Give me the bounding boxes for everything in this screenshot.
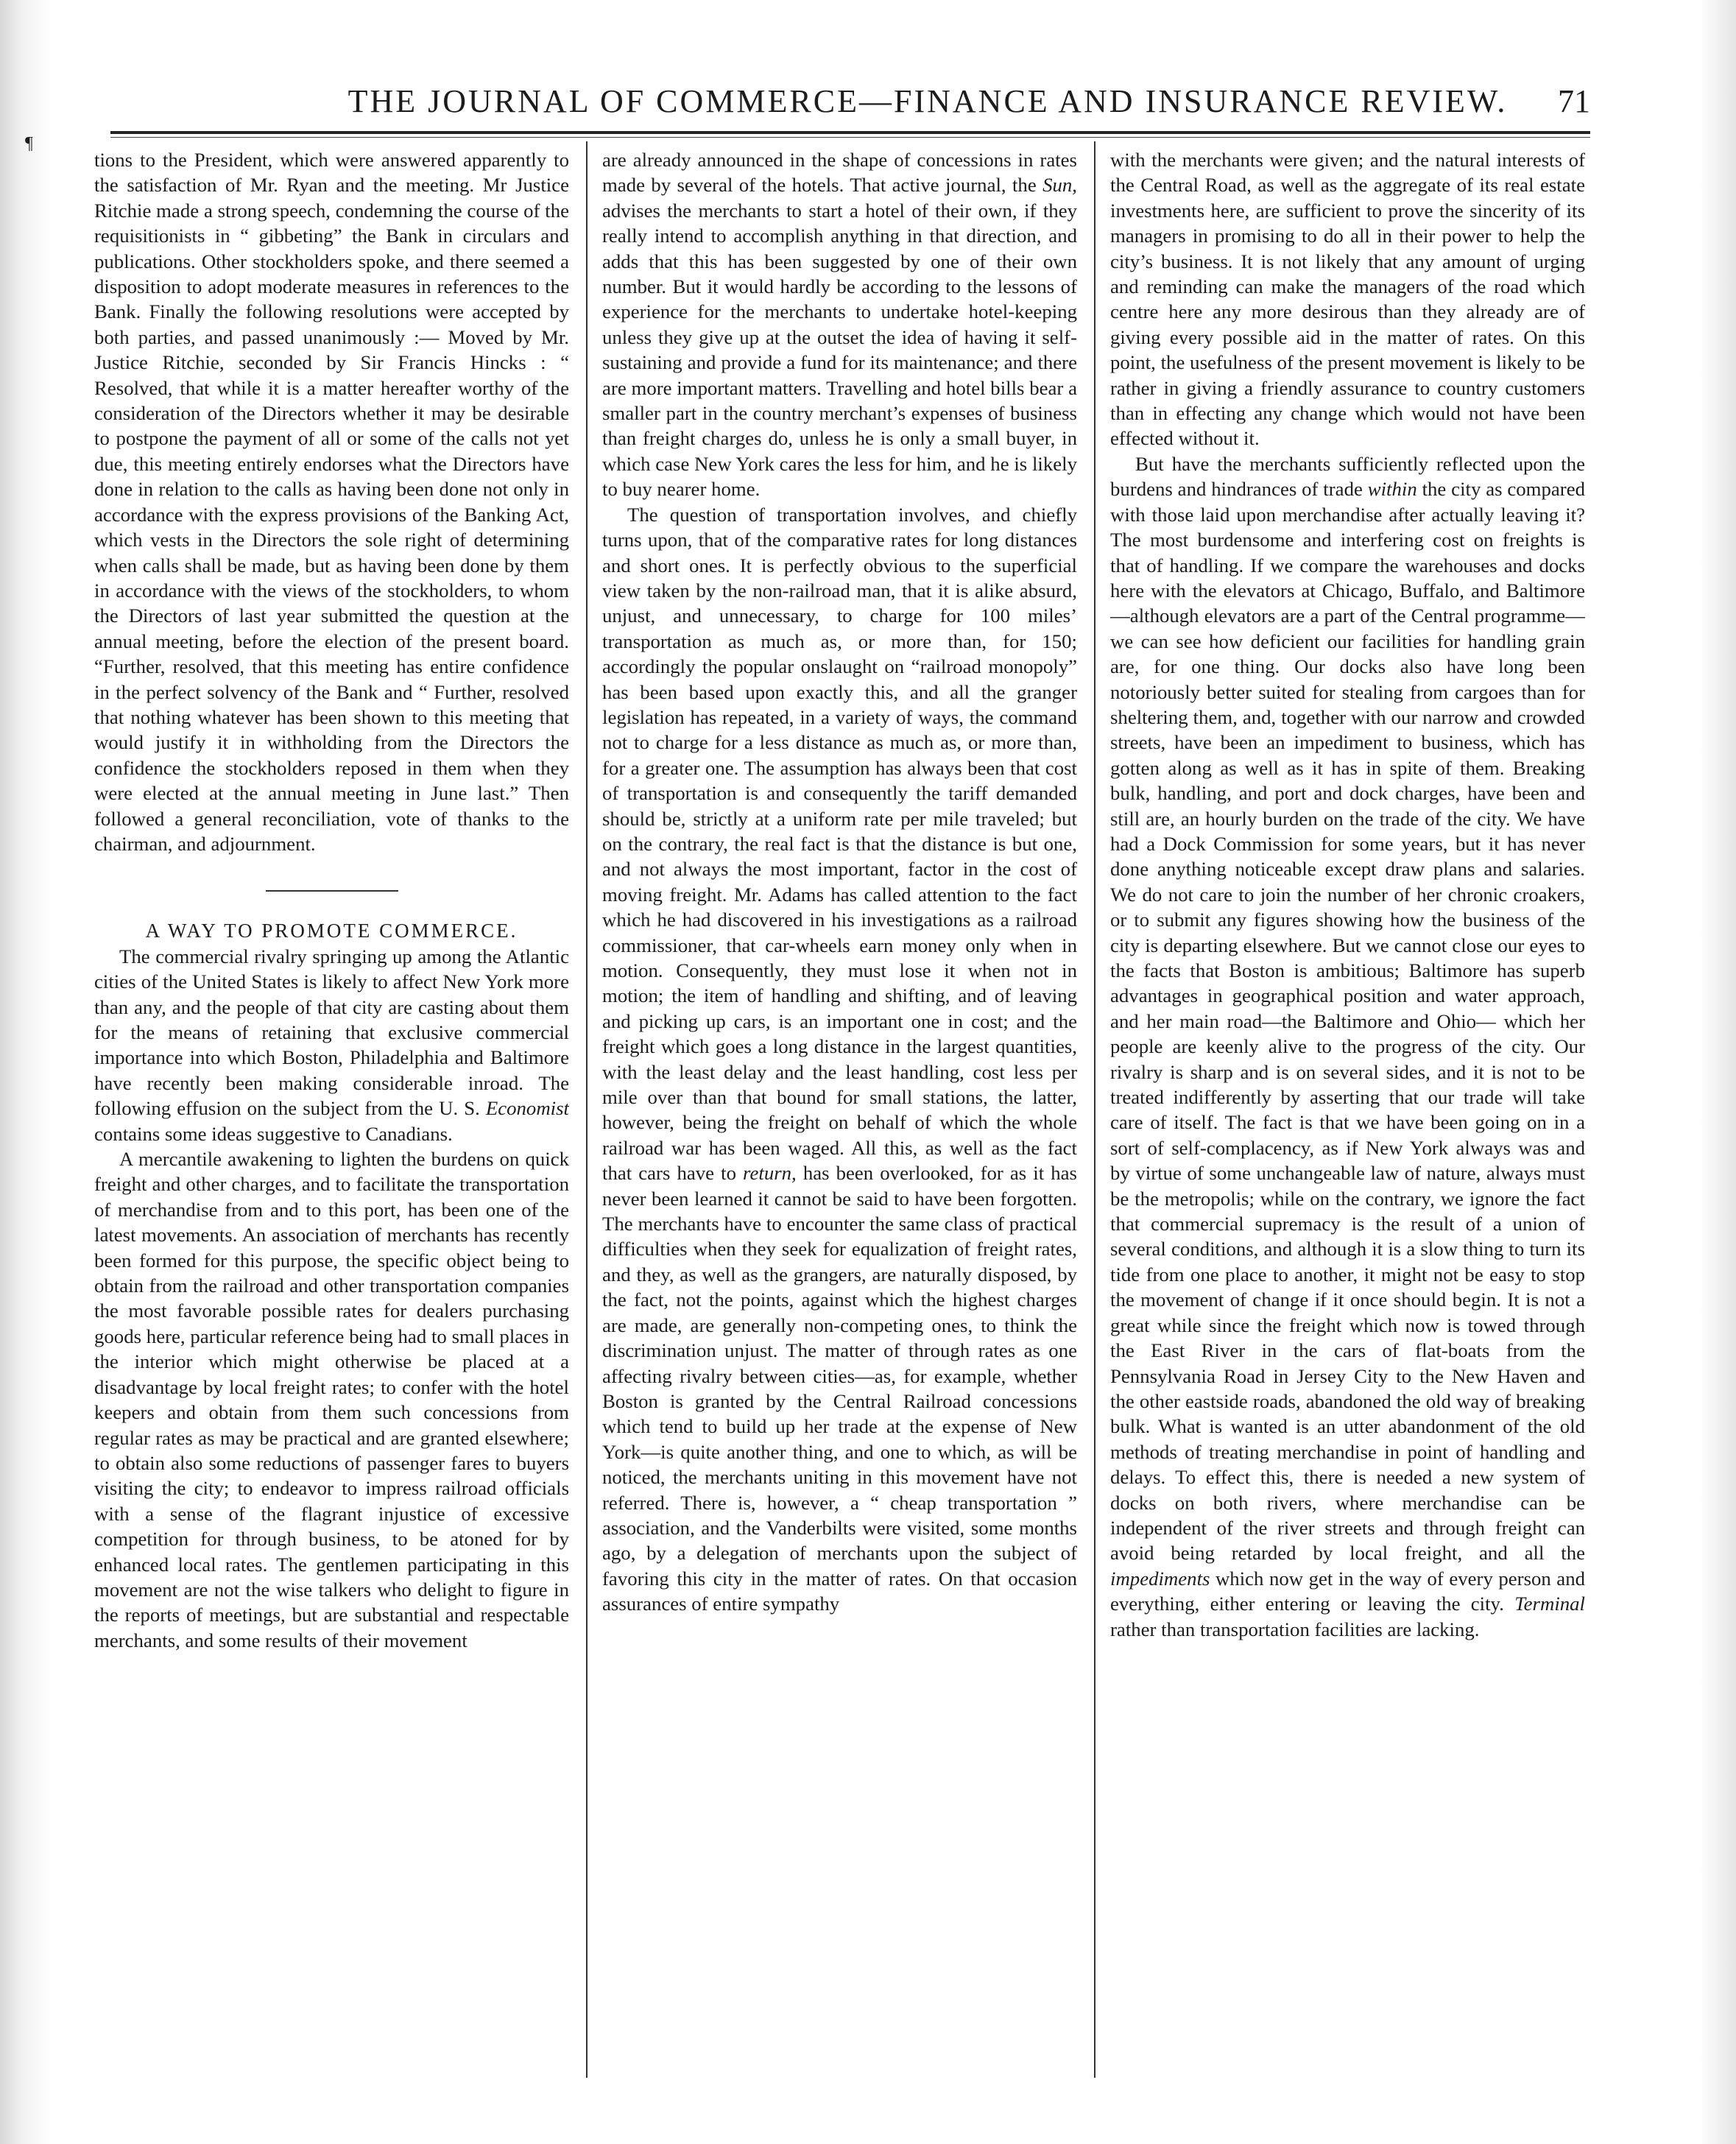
paragraph-text: contains some ideas suggestive to Canadians. <box>94 1122 453 1145</box>
paragraph-text: tions to the President, which were answered apparently to the satisfaction of Mr. Ryan and the meeting. Mr Justice Ritchie made a strong speech, condemning the course of the requisitionists in “ gibbeting” the Bank in circulars and publications. Other stockholders spoke, and there seemed a disposition to adopt moderate measures in references to the Bank. Finally the following resolutions were accepted by both parties, and passed unanimously :— Moved by Mr. Justice Ritchie, seconded by Sir Francis Hincks : “ Resolved, that while it is a matter hereafter worthy of the consideration of the Directors whether it may be desirable to postpone the payment of all or some of the calls not yet due, this meeting entirely endorses what the Directors have done in relation to the calls as having been done not only in accordance with the express provisions of the Banking Act, which vests in the Directors the sole right of determining when calls shall be made, but as having been done by them in accordance with the views of the stockholders, to whom the Directors of last year submitted the question at the annual meeting, before the election of the present board. “Further, resolved, that this meeting has entire confidence in the perfect solvency of the Bank and “ Further, resolved that nothing whatever has been shown to this meeting that would justify it in withholding from the Directors the confidence the stockholders reposed in them when they were elected at the annual meeting in June last.” Then followed a general reconciliation, vote of thanks to the chairman, and adjournment. <box>94 149 569 855</box>
column-rule-right <box>1094 141 1095 2078</box>
paragraph-text: has been overlooked, for as it has never been learned it cannot be said to have been forgotten. The merchants have to encounter the same class of practical difficulties when they seek for equalization of freight rates, and they, as well as the grangers, are naturally disposed, by the fact, not the points, against which the highest charges are made, are generally non-competing ones, to think the discrimination unjust. The matter of through rates as one affecting rivalry between cities—as, for example, whether Boston is granted by the Central Railroad concessions which tend to build up her trade at the expense of New York—is quite another thing, and one to which, as will be noticed, the merchants uniting in this movement have not referred. There is, however, a “ cheap transportation ” association, and the Vanderbilts were visited, some months ago, by a delegation of merchants upon the subject of favoring this city in the matter of rates. On that occasion assurances of entire sympathy <box>602 1162 1077 1615</box>
paragraph-text: But have the merchants sufficiently reflected upon the burdens and hindrances of trade <box>1110 452 1585 501</box>
page-number: 71 <box>1558 83 1590 119</box>
page-header <box>110 80 1590 124</box>
scan-shadow-right <box>1699 0 1736 2144</box>
paragraph-text: advises the merchants to start a hotel of their own, if they really intend to accomplish anything in that direction, and adds that this has been suggested by one of their own number. But it would hardly be according to the lessons of experience for the merchants to undertake hotel-keeping unless they give up at the outset the idea of having it self-sustaining and provide a fund for its maintenance; and there are more important matters. Travelling and hotel bills bear a smaller part in the country merchant’s expenses of business than freight charges do, unless he is only a small buyer, in which case New York cares the less for him, and he is likely to buy nearer home. <box>602 199 1077 501</box>
italic-text: return, <box>743 1162 797 1185</box>
scan-shadow-left <box>0 0 52 2144</box>
paragraph <box>1110 451 1585 1642</box>
paragraph-text: A mercantile awakening to lighten the burdens on quick freight and other charges, and to facilitate the transportation of merchandise from and to this port, has been one of the latest movements. An association of merchants has recently been formed for this purpose, the specific object being to obtain from the railroad and other transportation companies the most favorable possible rates for dealers purchasing goods here, particular reference being had to small places in the interior which might otherwise be placed at a disadvantage by local freight rates; to confer with the hotel keepers and obtain from them such concessions from regular rates as may be practical and are granted elsewhere; to obtain also some reductions of passenger fares to buyers visiting the city; to endeavor to impress railroad officials with a sense of the flagrant injustice of excessive competition for through business, to be atoned for by enhanced local rates. The gentlemen participating in this movement are not the wise talkers who delight to figure in the reports of meetings, but are substantial and respectable merchants, and some results of their movement <box>94 1148 569 1651</box>
column-2 <box>602 147 1077 2098</box>
column-1 <box>94 147 569 2098</box>
paragraph <box>94 147 569 856</box>
paragraph <box>602 502 1077 1617</box>
paragraph-text: rather than transportation facilities are lacking. <box>1110 1618 1480 1640</box>
italic-text: Economist <box>485 1097 569 1120</box>
italic-text: within <box>1367 478 1417 501</box>
paragraph-text: with the merchants were given; and the natural interests of the Central Road, as well as the aggregate of its real estate investments here, are sufficient to prove the sincerity of its managers in promising to do all in their power to help the city’s business. It is not likely that any amount of urging and reminding can make the managers of the road which centre here any more desirous than they already are of giving every possible aid in the matter of rates. On this point, the usefulness of the present movement is likely to be rather in giving a friendly assurance to country customers than in effecting any change which would not have been effected without it. <box>1110 149 1585 450</box>
paragraph-text: The question of transportation involves, and chiefly turns upon, that of the comparative rates for long distances and short ones. It is perfectly obvious to the superficial view taken by the non-railroad man, that it is alike absurd, unjust, and unnecessary, to charge for 100 miles’ transportation as much as, or more than, for 150; accordingly the popular onslaught on “railroad monopoly” has been based upon exactly this, and all the granger legislation has repeated, in a variety of ways, the command not to charge for a less distance as much as, or more than, for a greater one. The assumption has always been that cost of transportation is and consequently the tariff demanded should be, strictly at a uniform rate per mile traveled; but on the contrary, the real fact is that the distance is but one, and not always the most important, factor in the cost of moving freight. Mr. Adams has called attention to the fact which he had discovered in his investigations as a railroad commissioner, that car-wheels earn money only when in motion. Consequently, they must lose it when not in motion; the item of handling and shifting, and of leaving and picking up cars, is an important one in cost; and the freight which goes a long distance in the largest quantities, with the least delay and the least handling, cost less per mile over than that bound for small stations, the latter, however, being the freight on behalf of which the whole railroad war has been waged. All this, as well as the fact that cars have to <box>602 503 1077 1185</box>
paragraph-text: which now get in the way of every person and everything, either entering or leaving the city. <box>1110 1567 1585 1615</box>
running-title: THE JOURNAL OF COMMERCE—FINANCE AND INSURANCE REVIEW. <box>347 83 1508 119</box>
italic-text: impediments <box>1110 1567 1210 1590</box>
section-divider <box>266 890 398 892</box>
paragraph-text: the city as compared with those laid upon merchandise after actually leaving it? The most burdensome and interfering cost on freights is that of handling. If we compare the warehouses and docks here with the elevators at Chicago, Buffalo, and Baltimore—although elevators are a part of the Central programme— we can see how deficient our facilities for handling grain are, for one thing. Our docks also have long been notoriously better suited for stealing from cargoes than for sheltering them, and, together with our narrow and crowded streets, have been an impediment to business, which has gotten along as well as it has in spite of them. Breaking bulk, handling, and port and dock charges, have been and still are, an hourly burden on the trade of the city. We have had a Dock Commission for some years, but it has never done anything noticeable except draw plans and salaries. We do not care to join the number of her chronic croakers, or to submit any figures showing how the business of the city is departing elsewhere. But we cannot close our eyes to the facts that Boston is ambitious; Baltimore has superb advantages in geographical position and water approach, and her main road—the Baltimore and Ohio— which her people are keenly alive to the progress of the city. Our rivalry is sharp and is on several sides, and it is not to be treated indifferently by asserting that our trade will take care of itself. The fact is that we have been going on in a sort of self-complacency, as if New York always was and by virtue of some unchangeable law of nature, always must be the metropolis; while on the contrary, we ignore the fact that commercial supremacy is the result of a union of several conditions, and although it is a slow thing to turn its tide from one place to another, it might not be easy to stop the movement of change if it once should begin. It is not a great while since the freight which now is towed through the East River in the cars of flat-boats from the Pennsylvania Road in Jersey City to the New Haven and the other eastside roads, abandoned the old way of breaking bulk. What is wanted is an utter abandonment of the old methods of treating merchandise in point of handling and delays. To effect this, there is needed a new system of docks on both rivers, where merchandise can be independent of the river streets and through freight can avoid being retarded by local freight, and all the <box>1110 478 1585 1565</box>
column-3 <box>1110 147 1585 2098</box>
header-rule <box>110 131 1590 138</box>
italic-text: Terminal <box>1514 1593 1585 1615</box>
margin-mark: ¶ <box>25 134 33 153</box>
paragraph <box>602 147 1077 502</box>
paragraph <box>94 1146 569 1653</box>
section-heading: A WAY TO PROMOTE COMMERCE. <box>145 920 518 942</box>
paragraph <box>94 944 569 1146</box>
paragraph <box>1110 147 1585 451</box>
paragraph-text: are already announced in the shape of concessions in rates made by several of the hotels. That active journal, the <box>602 149 1077 197</box>
paragraph-text: The commercial rivalry springing up among the Atlantic cities of the United States is likely to affect New York more than any, and the people of that city are casting about them for the means of retaining that exclusive commercial importance into which Boston, Philadelphia and Baltimore have recently been making considerable inroad. The following effusion on the subject from the U. S. <box>94 945 569 1120</box>
italic-text: Sun, <box>1042 174 1077 197</box>
column-rule-left <box>586 141 588 2078</box>
